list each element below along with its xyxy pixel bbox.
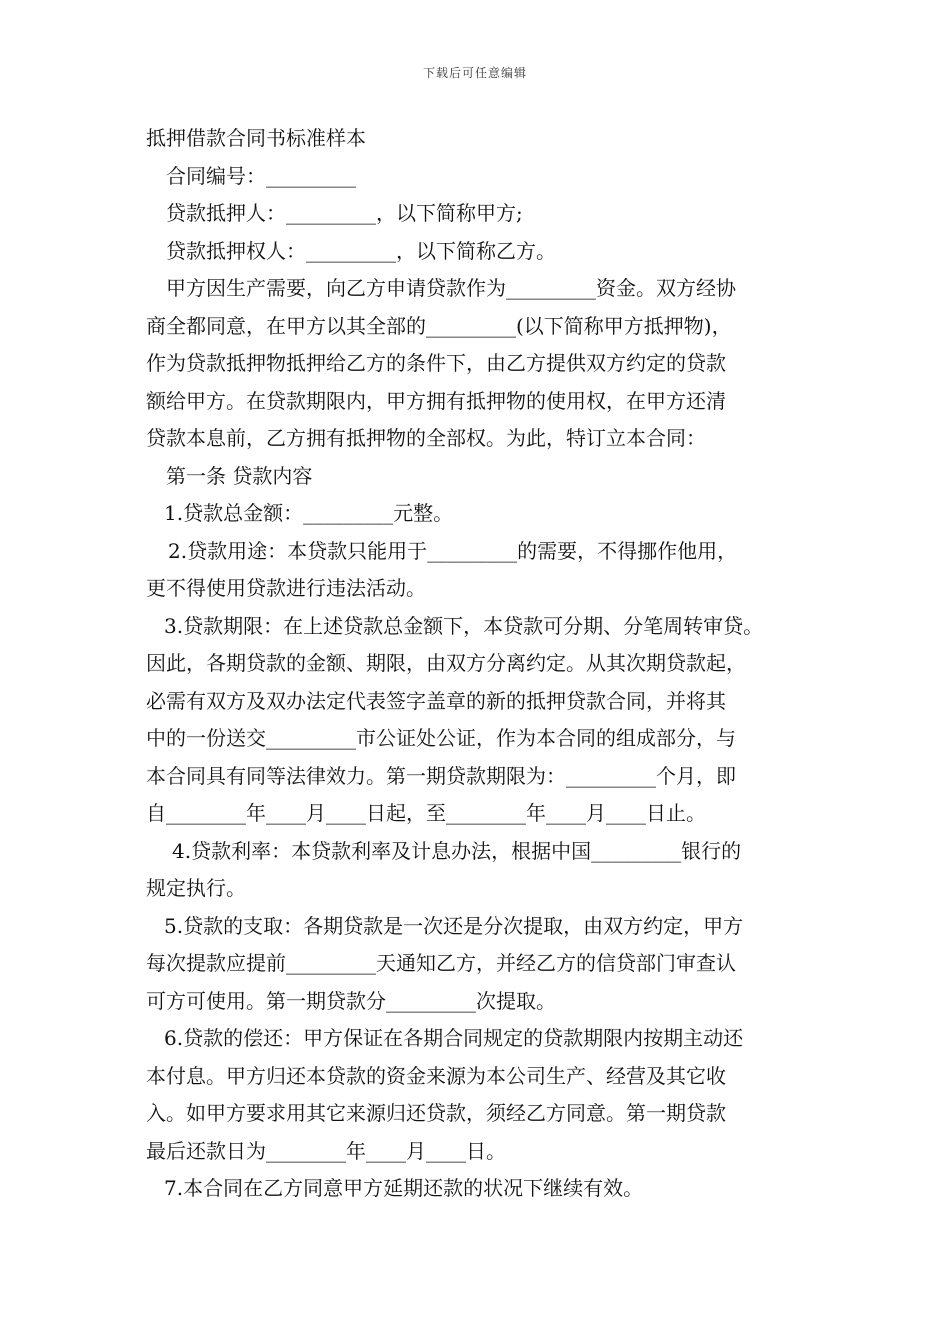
clause-line: 每次提款应提前_________天通知乙方，并经乙方的信贷部门审查认	[146, 951, 736, 975]
clause-line: 可方可使用。第一期贷款分_________次提取。	[146, 988, 556, 1013]
clause-line: 本付息。甲方归还本贷款的资金来源为本公司生产、经营及其它收	[146, 1063, 726, 1088]
contract-number-line: 合同编号：_________	[166, 163, 356, 188]
clause-line: 3.贷款期限：在上述贷款总金额下，本贷款可分期、分笔周转审贷。	[164, 613, 764, 638]
clause-line: 最后还款日为________年____月____日。	[146, 1138, 506, 1163]
paragraph-line: 作为贷款抵押物抵押给乙方的条件下，由乙方提供双方约定的贷款	[146, 351, 726, 375]
clause-line: 5.贷款的支取：各期贷款是一次还是分次提取，由双方约定，甲方	[164, 913, 744, 938]
clause-line: 必需有双方及双办法定代表签字盖章的新的抵押贷款合同，并将其	[146, 688, 726, 713]
clause-line: 4.贷款利率：本贷款利率及计息办法，根据中国_________银行的	[172, 838, 742, 863]
clause-line: 6.贷款的偿还：甲方保证在各期合同规定的贷款期限内按期主动还	[164, 1026, 744, 1050]
clause-line: 因此，各期贷款的金额、期限，由双方分离约定。从其次期贷款起，	[146, 651, 746, 675]
clause-line: 规定执行。	[146, 876, 246, 900]
clause-line: 入。如甲方要求用其它来源归还贷款，须经乙方同意。第一期贷款	[146, 1101, 726, 1125]
clause-line: 中的一份送交_________市公证处公证，作为本合同的组成部分，与	[146, 726, 736, 750]
clause-line: 自________年____月____日起，至________年____月____日止。	[146, 801, 706, 825]
contract-body	[146, 120, 826, 1208]
paragraph-line: 贷款本息前，乙方拥有抵押物的全部权。为此，特订立本合同：	[146, 426, 706, 450]
document-title: 抵押借款合同书标准样本	[146, 126, 366, 150]
mortgagee-line: 贷款抵押权人：_________，以下简称乙方。	[166, 238, 556, 263]
clause-line: 本合同具有同等法律效力。第一期贷款期限为：_________个月，即	[146, 763, 736, 788]
mortgagor-line: 贷款抵押人：_________，以下简称甲方;	[166, 201, 523, 225]
clause-line: 2.贷款用途：本贷款只能用于_________的需要，不得挪作他用，	[168, 538, 738, 563]
article-heading: 第一条 贷款内容	[166, 463, 313, 488]
clause-line: 更不得使用贷款进行违法活动。	[146, 576, 426, 600]
clause-line: 7.本合同在乙方同意甲方延期还款的状况下继续有效。	[164, 1176, 644, 1200]
paragraph-line: 商全都同意，在甲方以其全部的_________(以下简称甲方抵押物)，	[146, 313, 732, 338]
paragraph-line: 甲方因生产需要，向乙方申请贷款作为_________资金。双方经协	[166, 276, 736, 300]
page-header-note: 下载后可任意编辑	[422, 66, 527, 80]
clause-line: 1.贷款总金额：_________元整。	[164, 501, 454, 525]
paragraph-line: 额给甲方。在贷款期限内，甲方拥有抵押物的使用权，在甲方还清	[146, 388, 726, 413]
